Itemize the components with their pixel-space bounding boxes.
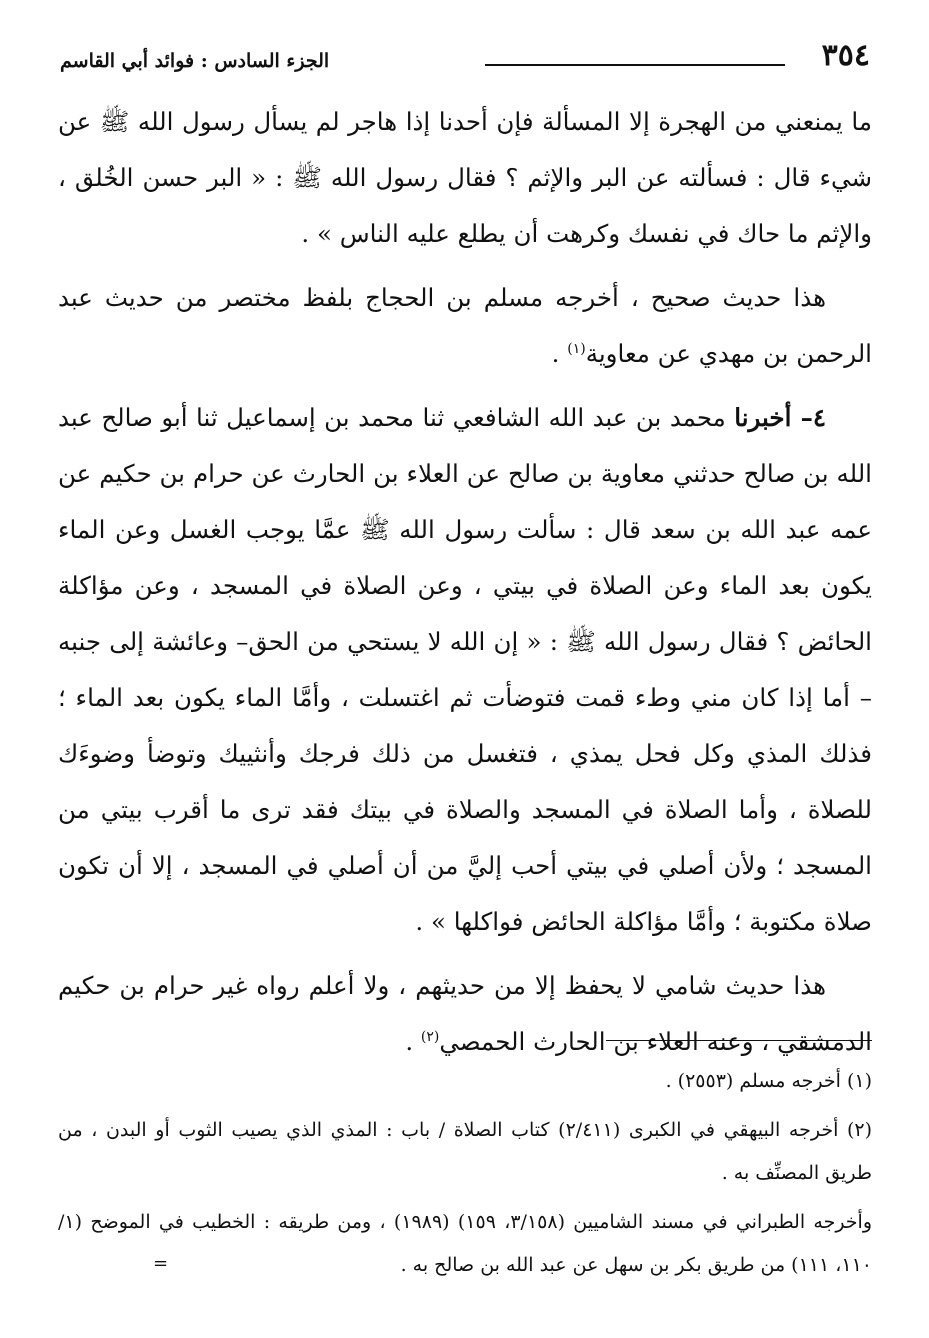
paragraph-4-text: هذا حديث شامي لا يحفظ إلا من حديثهم ، ولا أعلم رواه غير حرام بن حكيم الدمشقي ، وعنه العلاء بن الحارث الحمصي	[58, 971, 872, 1056]
header-rule	[485, 64, 785, 66]
paragraph-1: ما يمنعني من الهجرة إلا المسألة فإن أحدنا إذا هاجر لم يسأل رسول الله ﷺ عن شيء قال : فسألته عن البر والإثم ؟ فقال رسول الله ﷺ : « البر حسن الخُلق ، والإثم ما حاك في نفسك وكرهت أن يطلع عليه الناس » .	[58, 107, 872, 248]
footnote-ref-2: (٢)	[420, 1028, 440, 1045]
footnotes	[58, 1060, 872, 1293]
page-number: ٣٥٤	[821, 38, 870, 73]
paragraph-2-text: هذا حديث صحيح ، أخرجه مسلم بن الحجاج بلفظ مختصر من حديث عبد الرحمن بن مهدي عن معاوية	[58, 283, 872, 368]
footnote-2-continued	[58, 1201, 872, 1287]
footnote-2-extra: وأخرجه الطبراني في مسند الشاميين (٣/١٥٨، ١٥٩) (١٩٨٩) ، ومن طريقه : الخطيب في الموضح (١/ ١١٠، ١١١) من طريق بكر بن سهل عن عبد الله بن صالح به .	[58, 1211, 873, 1276]
footnote-2: (٢) أخرجه البيهقي في الكبرى (٢/٤١١) كتاب الصلاة / باب : المذي الذي يصيب الثوب أو البدن ، من طريق المصنِّف به .	[58, 1119, 872, 1184]
hadith-number: ٤– أخبرنا	[734, 403, 826, 432]
footnote-separator	[606, 1040, 872, 1041]
paragraph-4	[58, 958, 872, 1070]
continuation-mark: =	[153, 1253, 169, 1274]
footnote-1: (١) أخرجه مسلم (٢٥٥٣) .	[665, 1070, 872, 1092]
hadith-text: محمد بن عبد الله الشافعي ثنا محمد بن إسماعيل ثنا أبو صالح عبد الله بن صالح حدثني معاوية بن صالح عن العلاء بن الحارث عن حرام بن حكيم عن عمه عبد الله بن سعد قال : سألت رسول الله ﷺ عمَّا يوجب الغسل وعن الماء يكون بعد الماء وعن الصلاة في بيتي ، وعن الصلاة في المسجد ، وعن مؤاكلة الحائض ؟ فقال رسول الله ﷺ : « إن الله لا يستحي من الحق– وعائشة إلى جنبه – أما إذا كان مني وطء قمت فتوضأت ثم اغتسلت ، وأمَّا الماء يكون بعد الماء ؛ فذلك المذي وكل فحل يمذي ، فتغسل من ذلك فرجك وأنثييك وتوضأ وضوءَك للصلاة ، وأما الصلاة في المسجد والصلاة في بيتك فقد ترى ما أقرب بيتي من المسجد ؛ ولأن أصلي في بيتي أحب إليَّ من أن أصلي في المسجد ، إلا أن تكون صلاة مكتوبة ؛ وأمَّا مؤاكلة الحائض فواكلها » .	[58, 403, 872, 936]
main-text	[58, 94, 872, 1078]
running-title: الجزء السادس : فوائد أبي القاسم	[60, 50, 330, 72]
paragraph-2-end: .	[551, 339, 568, 368]
footnote-ref-1: (١)	[567, 340, 586, 357]
paragraph-4-end: .	[405, 1027, 421, 1056]
paragraph-2	[58, 270, 872, 382]
page-header	[60, 36, 870, 76]
paragraph-hadith-4	[58, 390, 872, 950]
